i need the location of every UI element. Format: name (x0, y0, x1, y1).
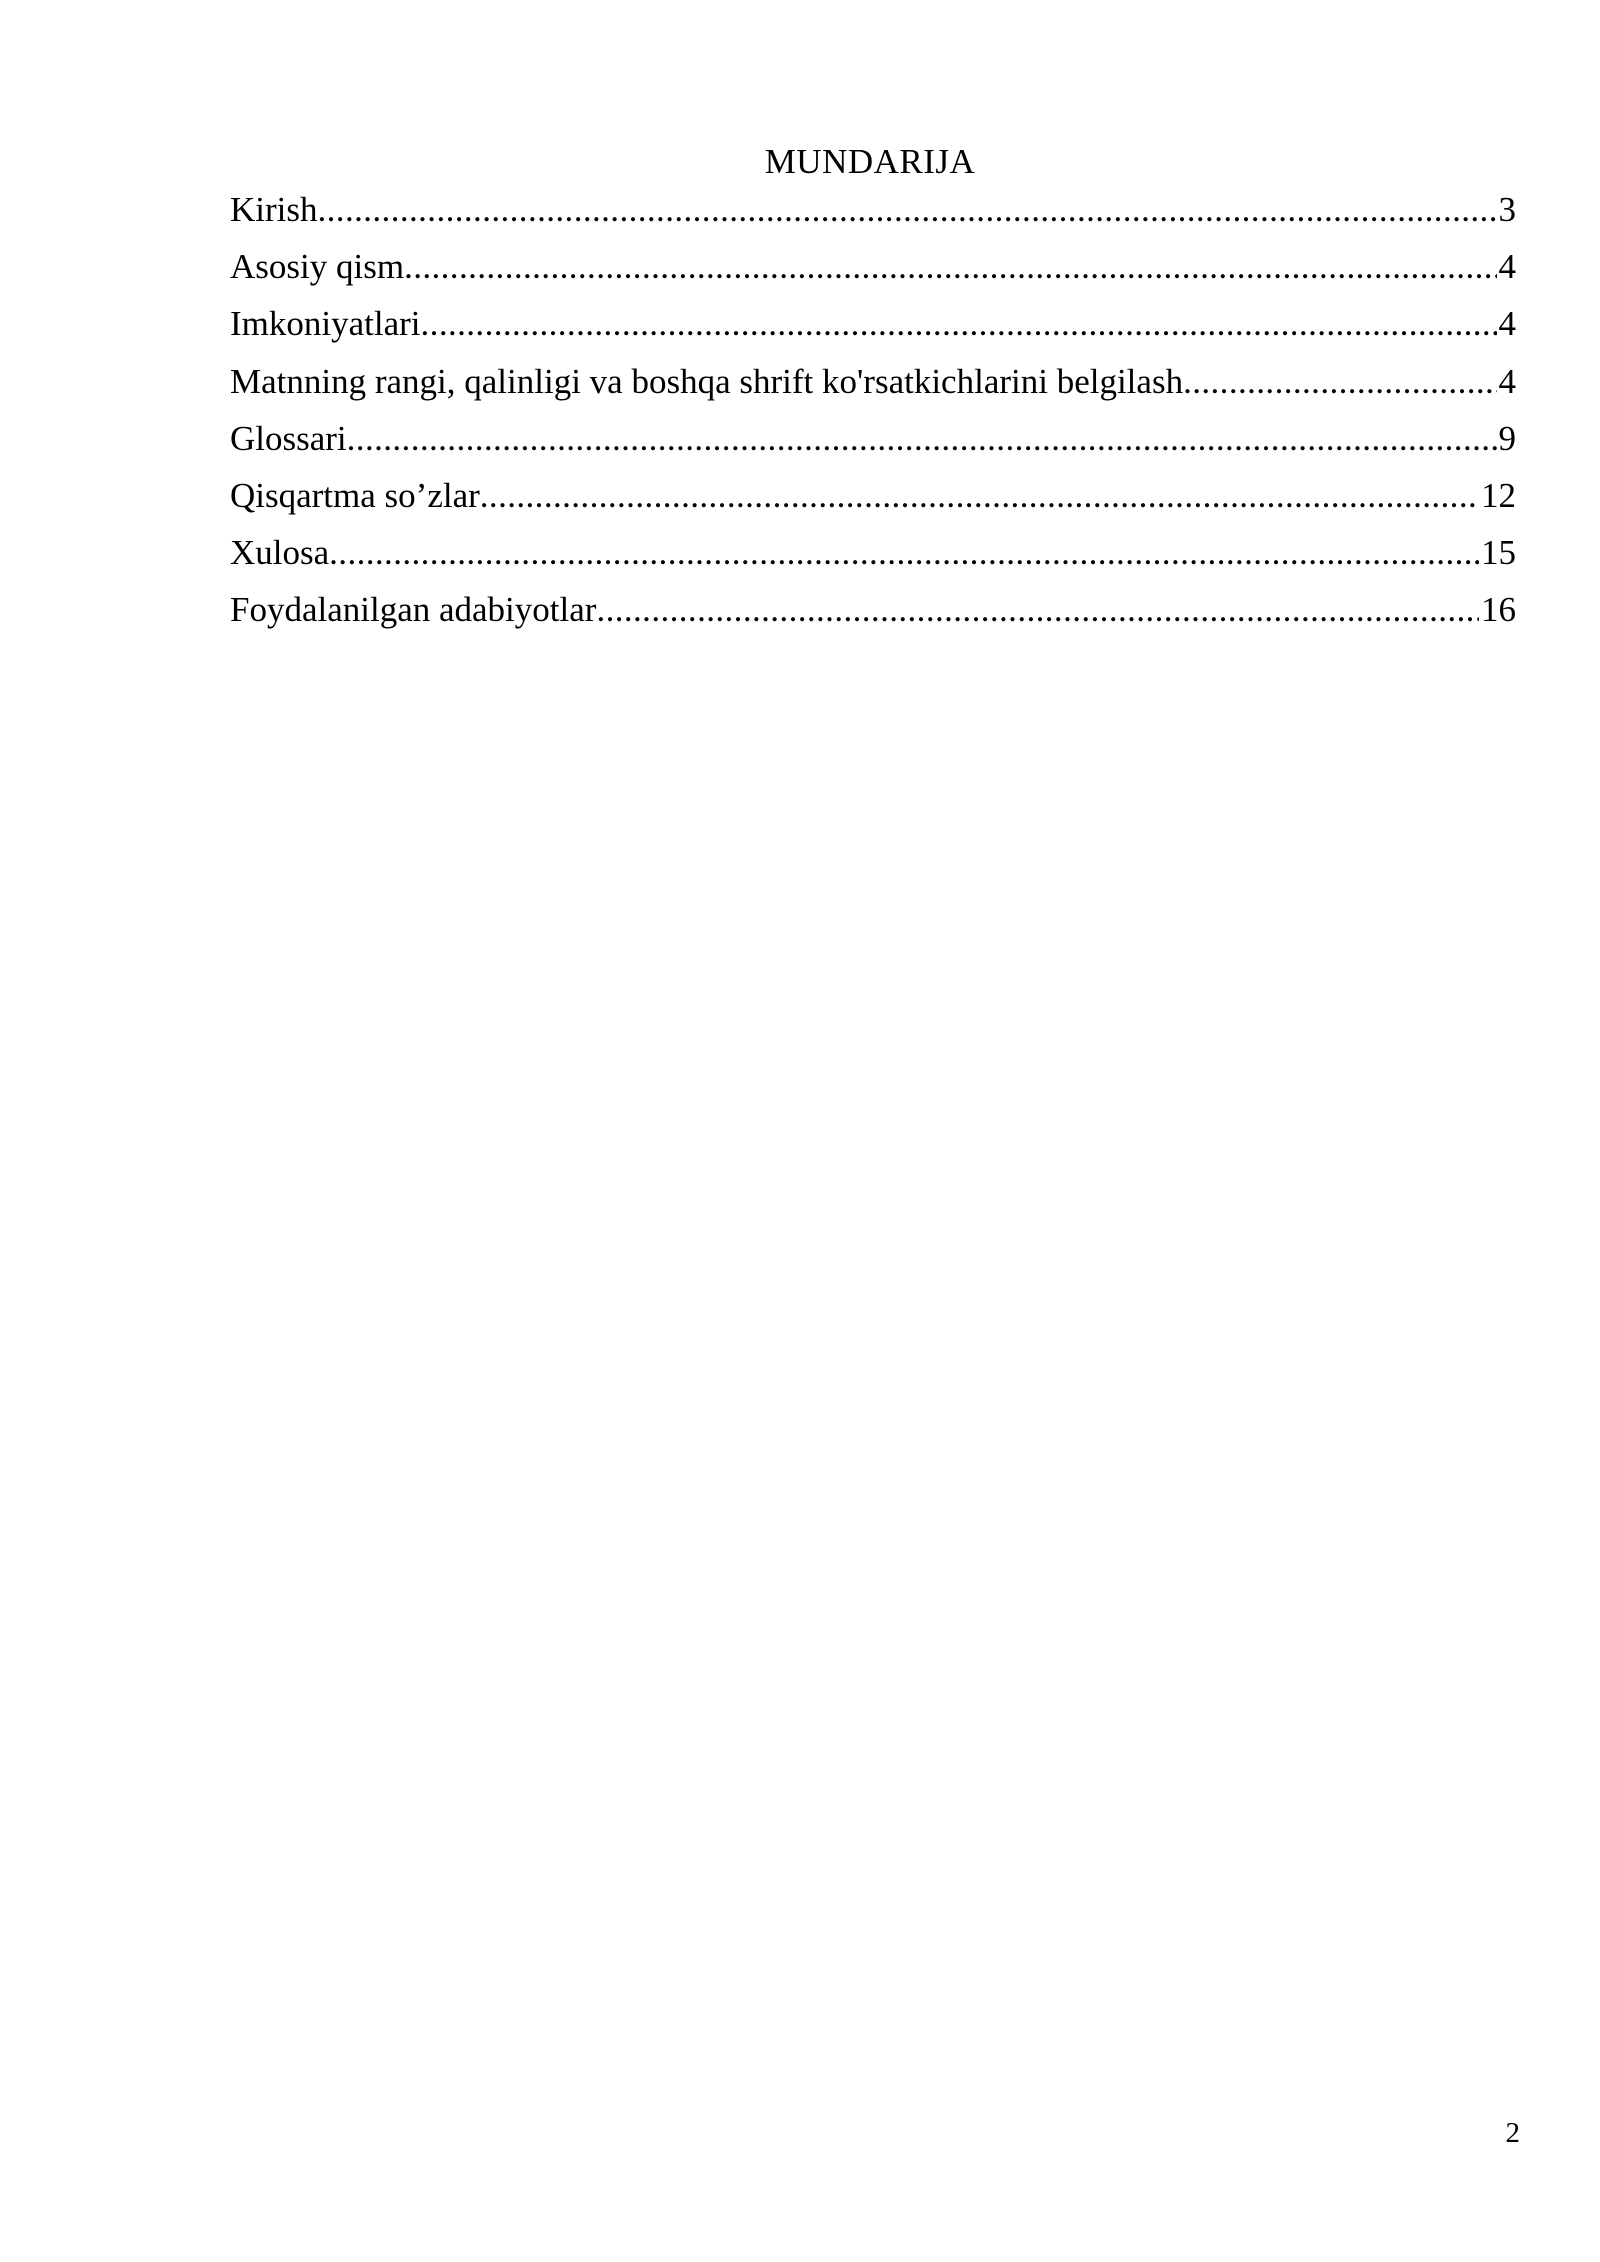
toc-entry-page: 16 (1481, 590, 1516, 630)
toc-entry-page: 4 (1498, 361, 1516, 401)
table-of-contents (230, 185, 1516, 643)
toc-entry-page: 4 (1498, 247, 1516, 287)
toc-dot-leader (1183, 357, 1496, 407)
toc-entry-label: Kirish (230, 190, 318, 229)
toc-title: MUNDARIJA (764, 142, 976, 181)
toc-dot-leader (347, 414, 1497, 464)
toc-entry-page: 4 (1498, 304, 1516, 344)
toc-dot-leader (480, 471, 1479, 521)
toc-dot-leader (596, 585, 1479, 635)
toc-entry-page: 3 (1498, 190, 1516, 229)
toc-entry-page: 9 (1498, 418, 1516, 458)
toc-dot-leader (329, 528, 1479, 578)
toc-entry-label: Glossari (230, 418, 347, 458)
toc-entry-matnning-rangi (230, 357, 1516, 414)
toc-entry-label: Xulosa (230, 533, 330, 573)
toc-dot-leader (421, 299, 1497, 349)
toc-entry-foydalanilgan-adabiyotlar (230, 585, 1516, 642)
toc-entry-label: Asosiy qism (230, 247, 405, 287)
toc-entry-kirish (230, 185, 1516, 242)
toc-entry-label: Matnning rangi, qalinligi va boshqa shrift ko'rsatkichlarini belgilash (230, 361, 1184, 401)
toc-entry-glossari (230, 414, 1516, 471)
toc-entry-imkoniyatlari (230, 299, 1516, 356)
toc-entry-xulosa (230, 528, 1516, 585)
toc-entry-label: Imkoniyatlari (230, 304, 421, 344)
toc-entry-page: 15 (1481, 533, 1516, 573)
toc-entry-page: 12 (1481, 475, 1516, 515)
toc-entry-qisqartma-sozlar (230, 471, 1516, 528)
toc-entry-label: Foydalanilgan adabiyotlar (230, 590, 597, 630)
toc-dot-leader (404, 242, 1496, 292)
toc-dot-leader (318, 185, 1497, 235)
toc-entry-label: Qisqartma so’zlar (230, 475, 480, 515)
toc-entry-asosiy-qism (230, 242, 1516, 299)
page-number: 2 (1505, 2117, 1520, 2149)
